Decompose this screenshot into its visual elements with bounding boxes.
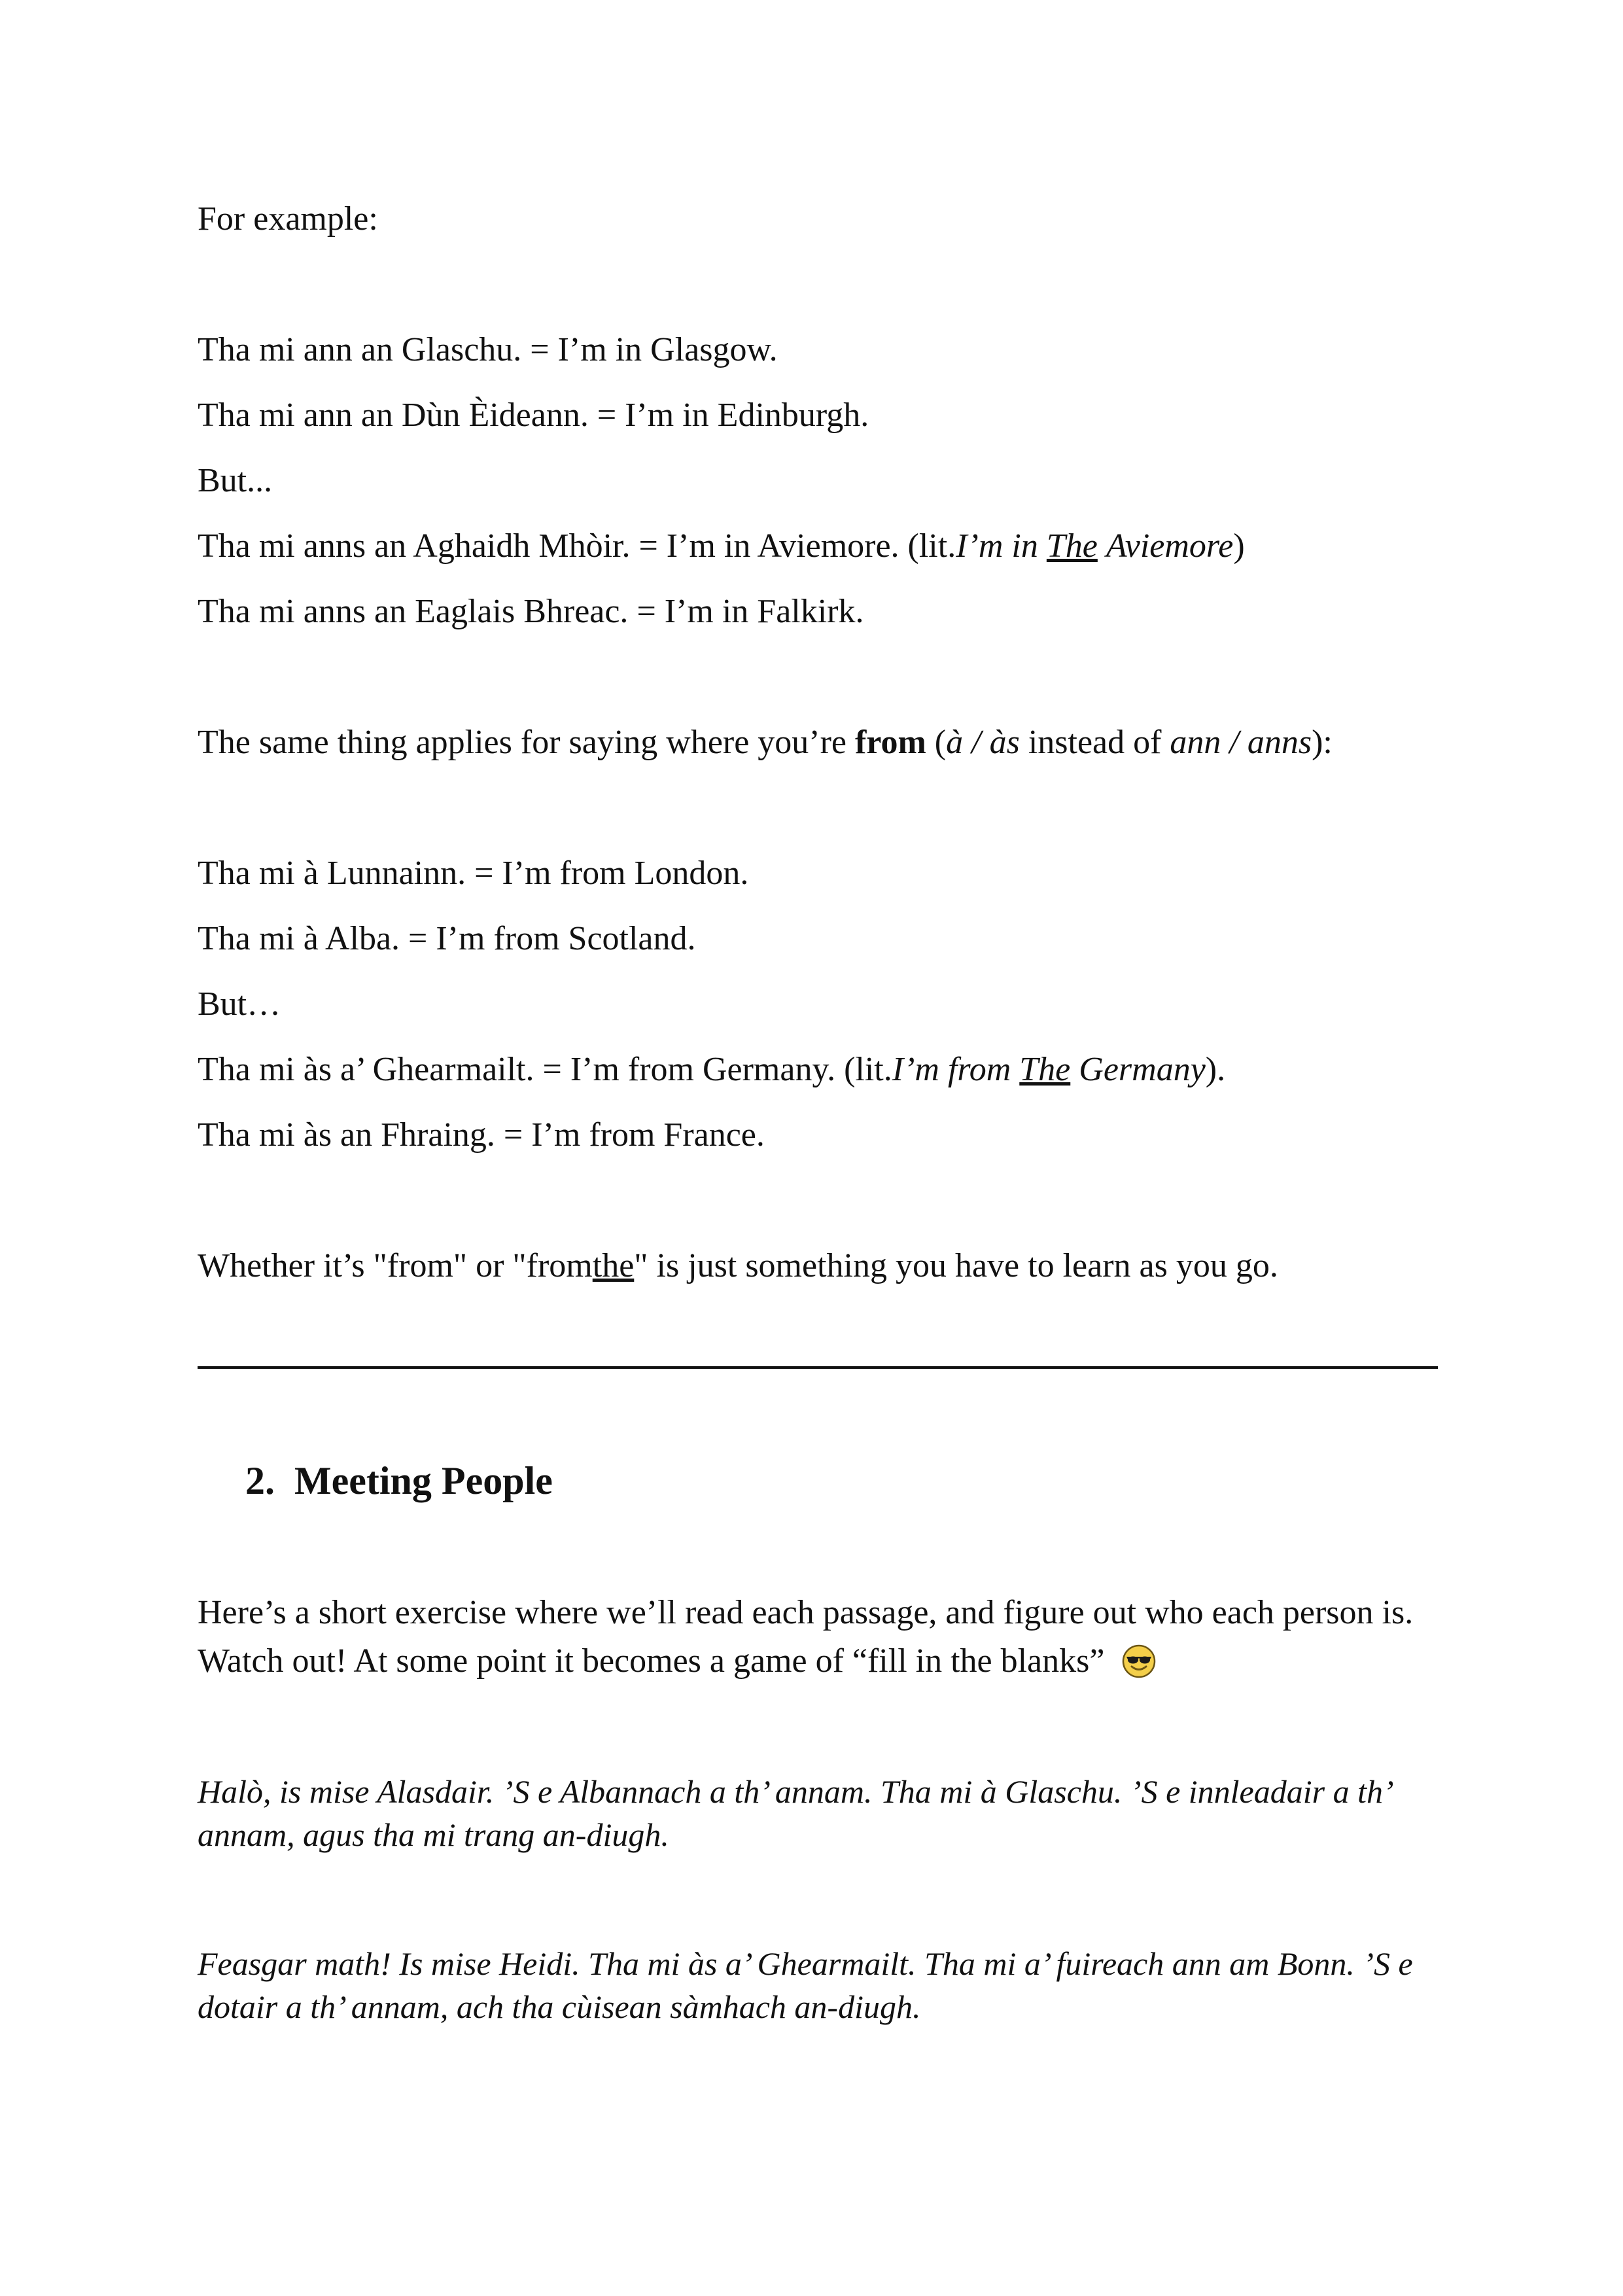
example-line bbox=[198, 1116, 765, 1155]
passage-1: Halò, is mise Alasdair. ’S e Albannach a th’ annam. Tha mi à Glaschu. ’S e innleadair a th’ annam, agus tha mi trang an-diugh. bbox=[198, 1773, 1391, 1853]
english-translation: = I’m in Falkirk. bbox=[637, 593, 864, 630]
literal-a: I’m from bbox=[892, 1051, 1011, 1088]
whether-a: Whether it’s "from" or "from bbox=[198, 1247, 593, 1284]
whether-b: " is just something you have to learn as you go. bbox=[634, 1247, 1278, 1284]
passage-2: Feasgar math! Is mise Heidi. Tha mi às a’ Ghearmailt. Tha mi a’ fuireach ann am Bonn. ’S e dotair a th’ annam, ach tha cùisean sàmhach an-diugh. bbox=[198, 1945, 1413, 2025]
exercise-intro bbox=[198, 1589, 1440, 1686]
english-translation: = I’m in Edinburgh. bbox=[597, 397, 869, 434]
section-heading bbox=[245, 1458, 553, 1504]
example-line bbox=[198, 396, 869, 435]
but-text: But… bbox=[198, 985, 281, 1023]
horizontal-divider bbox=[198, 1366, 1438, 1369]
english-translation: = I’m from Scotland. bbox=[408, 920, 696, 957]
from-text-b: ( bbox=[934, 724, 947, 761]
exercise-intro-text: Here’s a short exercise where we’ll read each passage, and figure out who each person is. Watch out! At some point it becomes a game of “fill in the blanks” bbox=[198, 1594, 1414, 1680]
gaelic-phrase: Tha mi anns an Eaglais Bhreac. bbox=[198, 593, 629, 630]
gaelic-phrase: Tha mi ann an Glaschu. bbox=[198, 331, 522, 368]
section-number: 2. bbox=[245, 1459, 275, 1502]
from-text-c: instead of bbox=[1028, 724, 1162, 761]
english-translation: = I’m from Germany. bbox=[542, 1051, 836, 1088]
sunglasses-smiley-icon bbox=[1121, 1644, 1157, 1679]
gaelic-phrase: Tha mi às an Fhraing. bbox=[198, 1116, 495, 1154]
literal-the: The bbox=[1046, 527, 1098, 565]
but-text: But... bbox=[198, 462, 273, 499]
literal-a: I’m in bbox=[956, 527, 1038, 565]
from-text-d: ): bbox=[1312, 724, 1333, 761]
english-translation: = I’m from France. bbox=[503, 1116, 765, 1154]
gaelic-phrase: Tha mi à Alba. bbox=[198, 920, 400, 957]
example-line bbox=[198, 330, 778, 370]
gaelic-phrase: Tha mi às a’ Ghearmailt. bbox=[198, 1051, 534, 1088]
whether-text bbox=[198, 1246, 1278, 1286]
from-italic-2: ann / anns bbox=[1170, 724, 1312, 761]
intro-text: For example: bbox=[198, 200, 378, 238]
literal-suffix: ). bbox=[1205, 1051, 1226, 1088]
section-title: Meeting People bbox=[294, 1459, 553, 1502]
gaelic-phrase: Tha mi anns an Aghaidh Mhòir. bbox=[198, 527, 631, 565]
example-line bbox=[198, 527, 1245, 566]
example-line bbox=[198, 1050, 1225, 1089]
gaelic-phrase: Tha mi ann an Dùn Èideann. bbox=[198, 397, 589, 434]
english-translation: = I’m in Glasgow. bbox=[530, 331, 778, 368]
from-bold: from bbox=[855, 724, 926, 761]
english-translation: = I’m from London. bbox=[474, 855, 749, 892]
example-line bbox=[198, 854, 748, 893]
from-text-a: The same thing applies for saying where you’re bbox=[198, 724, 847, 761]
from-explanation bbox=[198, 723, 1333, 762]
literal-suffix: ) bbox=[1233, 527, 1245, 565]
from-italic-1: à / às bbox=[946, 724, 1020, 761]
literal-b: Germany bbox=[1079, 1051, 1206, 1088]
gaelic-phrase: Tha mi à Lunnainn. bbox=[198, 855, 466, 892]
literal-prefix: (lit. bbox=[844, 1051, 892, 1088]
english-translation: = I’m in Aviemore. bbox=[638, 527, 899, 565]
whether-the: the bbox=[592, 1247, 635, 1284]
example-line bbox=[198, 919, 696, 959]
literal-prefix: (lit. bbox=[907, 527, 956, 565]
example-line bbox=[198, 592, 864, 631]
literal-b: Aviemore bbox=[1106, 527, 1234, 565]
literal-the: The bbox=[1019, 1051, 1071, 1088]
